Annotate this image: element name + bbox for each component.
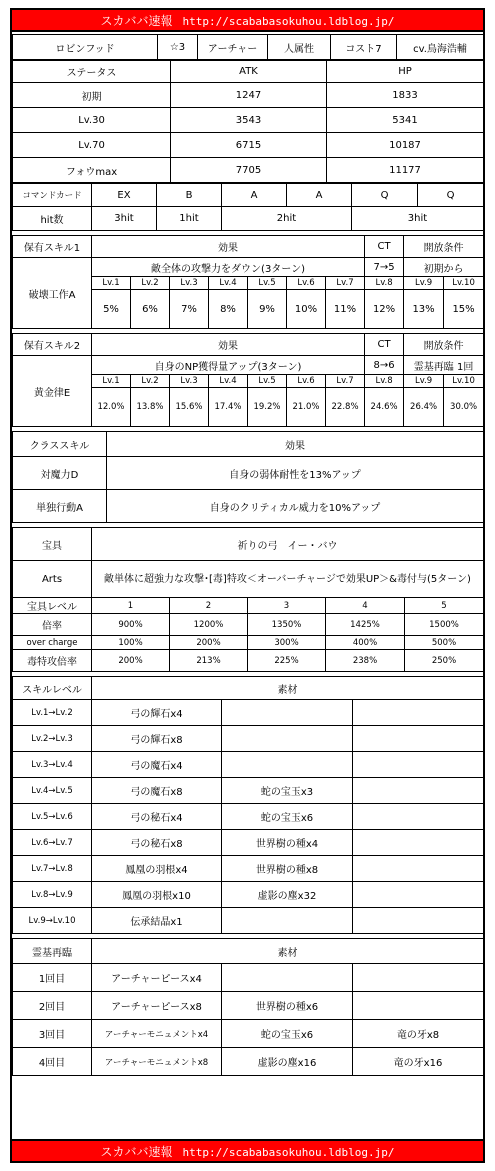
hp-value: 5341 xyxy=(327,108,484,133)
stats-header-row xyxy=(13,61,484,83)
class-skills-table xyxy=(12,431,484,523)
np-value: 250% xyxy=(405,650,484,672)
np-poison-row xyxy=(13,650,484,672)
skill1-effect-row xyxy=(13,258,484,277)
np-effect: 敵単体に超強力な攻撃･[毒]特攻＜オーバーチャージで効果UP＞&毒付与(5ターン) xyxy=(92,561,484,598)
banner-site: スカババ速報 xyxy=(100,14,173,28)
stats-row xyxy=(13,133,484,158)
np-value: 238% xyxy=(326,650,405,672)
bottom-banner xyxy=(12,1139,483,1161)
skill-level-step: Lv.2→Lv.3 xyxy=(13,726,92,752)
material: 鳳凰の羽根x4 xyxy=(92,856,222,882)
np-level-row xyxy=(13,598,484,614)
skill1-unlock: 初期から xyxy=(404,258,484,277)
level-value: 8% xyxy=(209,290,248,329)
skill1-effect-header: 効果 xyxy=(92,236,365,258)
np-value: 900% xyxy=(92,614,170,636)
banner-url-link[interactable]: http://scababasokuhou.ldblog.jp/ xyxy=(182,1146,395,1159)
np-level-label: 宝具レベル xyxy=(13,598,92,614)
hits-arts: 2hit xyxy=(222,207,352,231)
np-value: 100% xyxy=(92,636,170,650)
stats-table xyxy=(12,60,484,183)
material: 弓の輝石x8 xyxy=(92,726,222,752)
skill-mat-row xyxy=(13,700,484,726)
material xyxy=(353,804,484,830)
level-label: Lv.8 xyxy=(365,277,404,290)
level-value: 26.4% xyxy=(404,388,444,427)
skill-mat-row xyxy=(13,804,484,830)
ascension-row xyxy=(13,1048,484,1076)
data-sheet xyxy=(12,34,483,1139)
atk-value: 1247 xyxy=(171,83,327,108)
level-label: Lv.9 xyxy=(404,375,444,388)
skill2-unlock: 霊基再臨 1回 xyxy=(404,356,484,375)
card-ex: EX xyxy=(92,184,157,207)
stats-header: ステータス xyxy=(13,61,171,83)
np-multiplier-row xyxy=(13,614,484,636)
material: アーチャーモニュメントx8 xyxy=(92,1048,222,1076)
np-effect-row xyxy=(13,561,484,598)
material: 弓の魔石x4 xyxy=(92,752,222,778)
material: 伝承結晶x1 xyxy=(92,908,222,934)
servant-name: ロビンフッド xyxy=(13,35,158,60)
np-name-row xyxy=(13,528,484,561)
skill2-name: 黄金律E xyxy=(13,356,92,427)
hp-value: 10187 xyxy=(327,133,484,158)
level-label: Lv.3 xyxy=(170,375,209,388)
level-label: Lv.3 xyxy=(170,277,209,290)
material: 竜の牙x8 xyxy=(353,1020,484,1048)
hits-label: hit数 xyxy=(13,207,92,231)
skill-level-step: Lv.3→Lv.4 xyxy=(13,752,92,778)
level-value: 6% xyxy=(131,290,170,329)
voice-actor: cv.鳥海浩輔 xyxy=(397,35,484,60)
level-label: Lv.7 xyxy=(326,277,365,290)
class-skills-effect-header: 効果 xyxy=(107,432,484,457)
material xyxy=(353,964,484,992)
card-quick: Q xyxy=(352,184,418,207)
skill-mats-header-row xyxy=(13,677,484,700)
skill-mat-row xyxy=(13,908,484,934)
skill1-header-row xyxy=(13,236,484,258)
ascension-step: 2回目 xyxy=(13,992,92,1020)
np-name: 祈りの弓 イー・バウ xyxy=(92,528,484,561)
class-skills-header-row xyxy=(13,432,484,457)
level-label: Lv.1 xyxy=(92,375,131,388)
np-value: 1500% xyxy=(405,614,484,636)
stats-label: フォウmax xyxy=(13,158,171,183)
skill1-ct: 7→5 xyxy=(365,258,404,277)
level-value: 17.4% xyxy=(209,388,248,427)
profile-table xyxy=(12,34,484,60)
material xyxy=(353,856,484,882)
material xyxy=(353,752,484,778)
skill1-ct-header: CT xyxy=(365,236,404,258)
skill-level-step: Lv.7→Lv.8 xyxy=(13,856,92,882)
class-skill-effect: 自身のクリティカル威力を10%アップ xyxy=(107,490,484,523)
class: アーチャー xyxy=(198,35,268,60)
level-value: 19.2% xyxy=(248,388,287,427)
material xyxy=(353,726,484,752)
skill2-ct: 8→6 xyxy=(365,356,404,375)
material: 弓の輝石x4 xyxy=(92,700,222,726)
atk-value: 7705 xyxy=(171,158,327,183)
material: 虚影の塵x32 xyxy=(222,882,353,908)
np-value: 400% xyxy=(326,636,405,650)
np-type: Arts xyxy=(13,561,92,598)
material: アーチャーピースx4 xyxy=(92,964,222,992)
level-label: Lv.5 xyxy=(248,277,287,290)
ascension-mat-header: 素材 xyxy=(92,939,484,964)
skill-mat-row xyxy=(13,752,484,778)
material: 世界樹の種x8 xyxy=(222,856,353,882)
hits-row xyxy=(13,207,484,231)
skill-level-step: Lv.6→Lv.7 xyxy=(13,830,92,856)
np-level: 3 xyxy=(248,598,326,614)
material xyxy=(222,700,353,726)
class-skills-header: クラススキル xyxy=(13,432,107,457)
material xyxy=(353,882,484,908)
hp-value: 1833 xyxy=(327,83,484,108)
attribute: 人属性 xyxy=(268,35,331,60)
stats-row xyxy=(13,158,484,183)
atk-header: ATK xyxy=(171,61,327,83)
ascension-step: 1回目 xyxy=(13,964,92,992)
level-label: Lv.7 xyxy=(326,375,365,388)
np-row-label: over charge xyxy=(13,636,92,650)
class-skill-row xyxy=(13,457,484,490)
level-value: 7% xyxy=(170,290,209,329)
atk-value: 6715 xyxy=(171,133,327,158)
np-value: 200% xyxy=(92,650,170,672)
np-level: 4 xyxy=(326,598,405,614)
material: 蛇の宝玉x6 xyxy=(222,804,353,830)
level-value: 24.6% xyxy=(365,388,404,427)
skill1-name: 破壊工作A xyxy=(13,258,92,329)
skill-mat-row xyxy=(13,856,484,882)
np-overcharge-row xyxy=(13,636,484,650)
class-skill-name: 対魔力D xyxy=(13,457,107,490)
np-value: 213% xyxy=(170,650,248,672)
material: アーチャーピースx8 xyxy=(92,992,222,1020)
card-arts: A xyxy=(222,184,287,207)
np-value: 200% xyxy=(170,636,248,650)
level-value: 15% xyxy=(444,290,484,329)
level-value: 12% xyxy=(365,290,404,329)
skill-mat-row xyxy=(13,726,484,752)
profile-row xyxy=(13,35,484,60)
level-label: Lv.10 xyxy=(444,375,484,388)
np-header: 宝具 xyxy=(13,528,92,561)
material xyxy=(353,700,484,726)
ascension-step: 3回目 xyxy=(13,1020,92,1048)
material xyxy=(353,908,484,934)
level-value: 12.0% xyxy=(92,388,131,427)
hp-value: 11177 xyxy=(327,158,484,183)
level-label: Lv.6 xyxy=(287,277,326,290)
level-value: 13.8% xyxy=(131,388,170,427)
level-value: 21.0% xyxy=(287,388,326,427)
hp-header: HP xyxy=(327,61,484,83)
material: 弓の秘石x4 xyxy=(92,804,222,830)
np-value: 1425% xyxy=(326,614,405,636)
skill2-effect-header: 効果 xyxy=(92,334,365,356)
material xyxy=(222,726,353,752)
cost: コスト7 xyxy=(331,35,397,60)
stats-row xyxy=(13,83,484,108)
level-label: Lv.2 xyxy=(131,375,170,388)
skill2-effect: 自身のNP獲得量アップ(3ターン) xyxy=(92,356,365,375)
stats-label: 初期 xyxy=(13,83,171,108)
material: 弓の魔石x8 xyxy=(92,778,222,804)
skill2-effect-row xyxy=(13,356,484,375)
atk-value: 3543 xyxy=(171,108,327,133)
skill-level-step: Lv.9→Lv.10 xyxy=(13,908,92,934)
skill-mat-row xyxy=(13,830,484,856)
np-value: 225% xyxy=(248,650,326,672)
rarity: ☆3 xyxy=(158,35,198,60)
level-value: 22.8% xyxy=(326,388,365,427)
skill-mat-row xyxy=(13,778,484,804)
skill-level-step: Lv.8→Lv.9 xyxy=(13,882,92,908)
stats-label: Lv.30 xyxy=(13,108,171,133)
level-value: 15.6% xyxy=(170,388,209,427)
card-quick: Q xyxy=(418,184,484,207)
level-value: 9% xyxy=(248,290,287,329)
banner-url-link[interactable]: http://scababasokuhou.ldblog.jp/ xyxy=(182,15,395,28)
level-value: 30.0% xyxy=(444,388,484,427)
class-skill-name: 単独行動A xyxy=(13,490,107,523)
level-label: Lv.5 xyxy=(248,375,287,388)
banner-site: スカババ速報 xyxy=(100,1145,173,1159)
material: 鳳凰の羽根x10 xyxy=(92,882,222,908)
np-value: 1200% xyxy=(170,614,248,636)
skill-level-step: Lv.1→Lv.2 xyxy=(13,700,92,726)
material xyxy=(222,908,353,934)
skill-level-step: Lv.5→Lv.6 xyxy=(13,804,92,830)
level-label: Lv.4 xyxy=(209,277,248,290)
command-card-label: コマンドカード xyxy=(13,184,92,207)
level-value: 10% xyxy=(287,290,326,329)
material: 蛇の宝玉x6 xyxy=(222,1020,353,1048)
np-value: 500% xyxy=(405,636,484,650)
material: アーチャーモニュメントx4 xyxy=(92,1020,222,1048)
skill1-table xyxy=(12,235,484,329)
ascension-table xyxy=(12,938,484,1076)
top-banner xyxy=(12,10,483,32)
stats-row xyxy=(13,108,484,133)
stats-label: Lv.70 xyxy=(13,133,171,158)
skill2-header: 保有スキル2 xyxy=(13,334,92,356)
skill2-table xyxy=(12,333,484,427)
skill-materials-table xyxy=(12,676,484,934)
material: 蛇の宝玉x3 xyxy=(222,778,353,804)
material xyxy=(353,992,484,1020)
skill2-unlock-header: 開放条件 xyxy=(404,334,484,356)
level-label: Lv.2 xyxy=(131,277,170,290)
level-label: Lv.6 xyxy=(287,375,326,388)
level-value: 13% xyxy=(404,290,444,329)
material xyxy=(222,752,353,778)
command-card-row xyxy=(13,184,484,207)
material: 弓の秘石x8 xyxy=(92,830,222,856)
level-label: Lv.10 xyxy=(444,277,484,290)
ascension-header-row xyxy=(13,939,484,964)
ascension-step: 4回目 xyxy=(13,1048,92,1076)
skill2-header-row xyxy=(13,334,484,356)
np-value: 1350% xyxy=(248,614,326,636)
level-label: Lv.9 xyxy=(404,277,444,290)
skill1-unlock-header: 開放条件 xyxy=(404,236,484,258)
skill-level-step: Lv.4→Lv.5 xyxy=(13,778,92,804)
material xyxy=(353,830,484,856)
ascension-header: 霊基再臨 xyxy=(13,939,92,964)
material xyxy=(353,778,484,804)
level-label: Lv.1 xyxy=(92,277,131,290)
material: 世界樹の種x6 xyxy=(222,992,353,1020)
skill-mat-row xyxy=(13,882,484,908)
material: 虚影の塵x16 xyxy=(222,1048,353,1076)
np-table xyxy=(12,527,484,672)
ascension-row xyxy=(13,1020,484,1048)
np-value: 300% xyxy=(248,636,326,650)
skill2-ct-header: CT xyxy=(365,334,404,356)
material: 竜の牙x16 xyxy=(353,1048,484,1076)
class-skill-row xyxy=(13,490,484,523)
level-value: 5% xyxy=(92,290,131,329)
skill-mats-header: スキルレベル xyxy=(13,677,92,700)
skill-mats-mat-header: 素材 xyxy=(92,677,484,700)
ascension-row xyxy=(13,992,484,1020)
command-table xyxy=(12,183,484,231)
material: 世界樹の種x4 xyxy=(222,830,353,856)
np-level: 1 xyxy=(92,598,170,614)
level-label: Lv.4 xyxy=(209,375,248,388)
hits-quick: 3hit xyxy=(352,207,484,231)
np-row-label: 倍率 xyxy=(13,614,92,636)
level-value: 11% xyxy=(326,290,365,329)
sheet-frame xyxy=(10,8,485,1163)
level-label: Lv.8 xyxy=(365,375,404,388)
hits-ex: 3hit xyxy=(92,207,157,231)
card-buster: B xyxy=(157,184,222,207)
skill1-header: 保有スキル1 xyxy=(13,236,92,258)
class-skill-effect: 自身の弱体耐性を13%アップ xyxy=(107,457,484,490)
ascension-row xyxy=(13,964,484,992)
np-level: 5 xyxy=(405,598,484,614)
np-level: 2 xyxy=(170,598,248,614)
card-arts: A xyxy=(287,184,352,207)
skill1-effect: 敵全体の攻撃力をダウン(3ターン) xyxy=(92,258,365,277)
material xyxy=(222,964,353,992)
np-row-label: 毒特攻倍率 xyxy=(13,650,92,672)
hits-buster: 1hit xyxy=(157,207,222,231)
